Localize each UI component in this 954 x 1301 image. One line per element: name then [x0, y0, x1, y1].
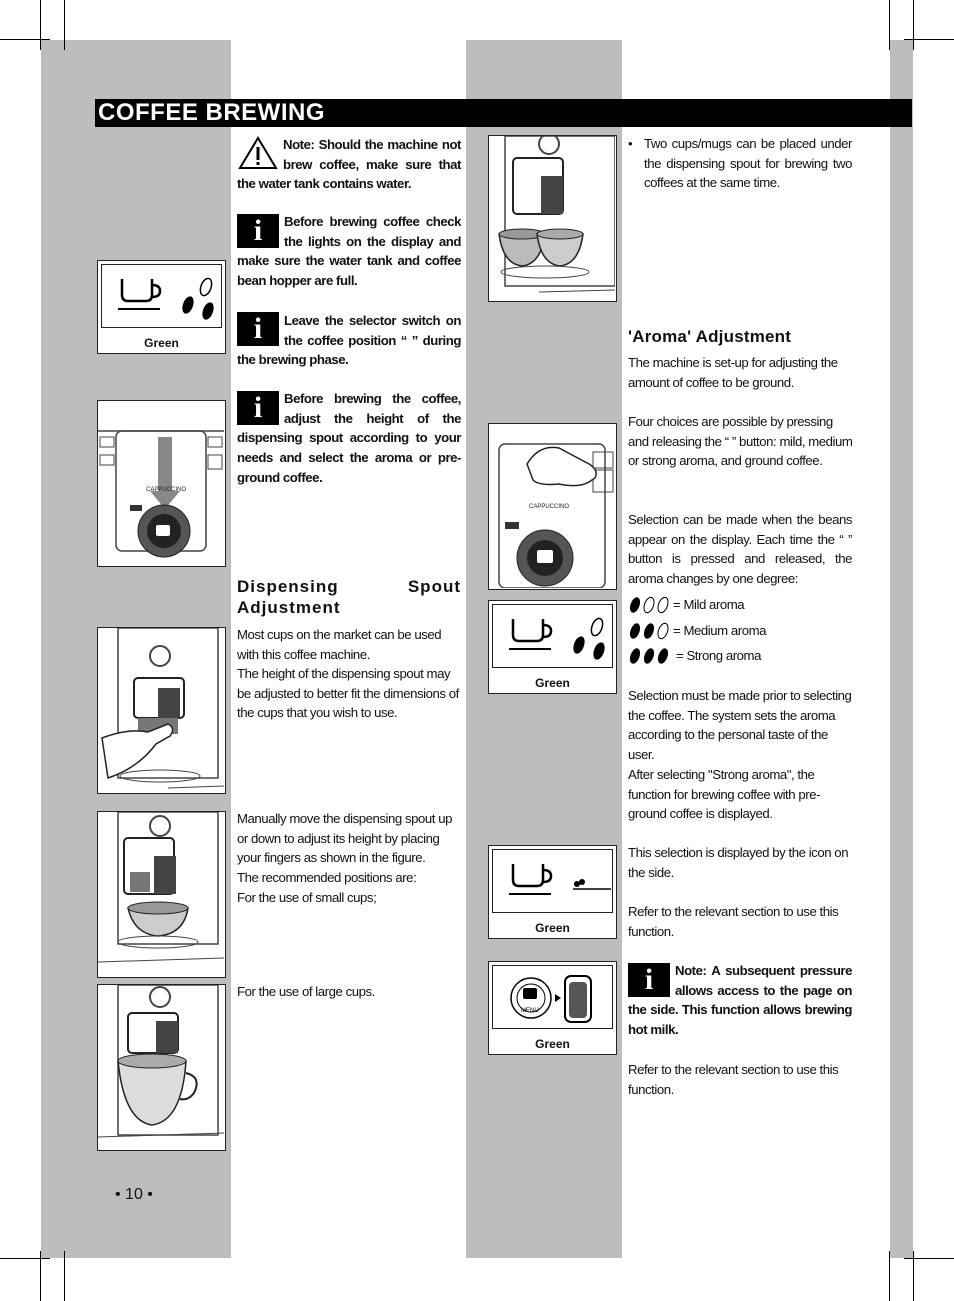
medium-aroma-label: = Medium aroma: [673, 623, 767, 638]
spout-para5: For the use of small cups;: [237, 890, 377, 905]
info-icon: i: [628, 963, 670, 997]
display-caption: Green: [535, 676, 570, 690]
display-caption: Green: [144, 336, 179, 350]
spout-adjust-hand-figure: [97, 627, 226, 794]
cappuccino-label: CAPPUCCINO: [146, 487, 187, 493]
aroma-heading: 'Aroma' Adjustment: [628, 327, 792, 346]
small-cup-figure: [97, 811, 226, 978]
mild-aroma-label: = Mild aroma: [673, 597, 745, 612]
strong-aroma-label: = Strong aroma: [676, 648, 761, 663]
info-note-selector: Leave the selector switch on the coffee position “ ” during the brewing phase.: [237, 313, 461, 368]
spout-para2: The height of the dispensing spout may be adjusted to better fit the dimensions of the cups that you wish to use.: [237, 666, 459, 721]
two-cups-bullet: Two cups/mugs can be placed under the dispensing spout for brewing two coffees at the same time.: [644, 136, 852, 191]
menu-label: MENU: [521, 1008, 539, 1014]
info-icon: i: [237, 391, 279, 425]
aroma-para7: Refer to the relevant section to use this function.: [628, 904, 839, 939]
aroma-para5: After selecting "Strong aroma", the function for brewing coffee with pre-ground coffee is displayed.: [628, 767, 821, 822]
spout-heading: Dispensing Spout Adjustment: [237, 577, 461, 617]
large-cup-figure: [97, 984, 226, 1151]
info-icon: i: [237, 214, 279, 248]
mild-aroma-beans-icon: [628, 596, 672, 614]
aroma-para2: Four choices are possible by pressing and releasing the “ ” button: mild, medium or strong aroma, and ground coffee.: [628, 414, 853, 469]
aroma-para4: Selection must be made prior to selecting the coffee. The system sets the aroma according to the personal taste of the user.: [628, 688, 852, 763]
spout-para4: The recommended positions are:: [237, 870, 417, 885]
aroma-para6: This selection is displayed by the icon on the side.: [628, 845, 849, 880]
cappuccino-label: CAPPUCCINO: [529, 504, 570, 510]
aroma-para1: The machine is set-up for adjusting the amount of coffee to be ground.: [628, 355, 838, 390]
machine-selector-figure: [97, 400, 226, 567]
page-title: COFFEE BREWING: [98, 99, 325, 126]
medium-aroma-beans-icon: [628, 622, 672, 640]
milk-note: Note: A subsequent pressure allows access to the page on the side. This function allows brewing hot milk.: [628, 963, 852, 1038]
aroma-para8: Refer to the relevant section to use this function.: [628, 1062, 839, 1097]
info-note-height: Before brewing the coffee, adjust the height of the dispensing spout according to your needs and select the aroma or pre-ground coffee.: [237, 391, 461, 485]
right-margin-band: [890, 40, 913, 1258]
strong-aroma-beans-icon: [628, 647, 672, 665]
spout-para6: For the use of large cups.: [237, 984, 375, 999]
warning-note: Note: Should the machine not brew coffee, make sure that the water tank contains water.: [237, 137, 461, 192]
display-figure: [488, 961, 617, 1055]
bullet-marker: •: [628, 136, 633, 151]
display-figure: [488, 600, 617, 694]
display-caption: Green: [535, 1037, 570, 1051]
aroma-button-figure: [488, 423, 617, 590]
cup-icon: [102, 265, 223, 325]
display-caption: Green: [535, 921, 570, 935]
info-note-lights: Before brewing coffee check the lights on the display and make sure the water tank and coffee bean hopper are full.: [237, 214, 461, 289]
two-cups-figure: [488, 135, 617, 302]
spout-para1: Most cups on the market can be used with this coffee machine.: [237, 627, 442, 662]
aroma-para3: Selection can be made when the beans appear on the display. Each time the “ ” button is pressed and released, the aroma changes by one degree:: [628, 512, 852, 587]
display-figure: [488, 845, 617, 939]
page-number: • 10 •: [115, 1186, 153, 1203]
display-figure: [97, 260, 226, 354]
info-icon: i: [237, 312, 279, 346]
spout-para3: Manually move the dispensing spout up or down to adjust its height by placing your fingers as shown in the figure.: [237, 811, 453, 866]
